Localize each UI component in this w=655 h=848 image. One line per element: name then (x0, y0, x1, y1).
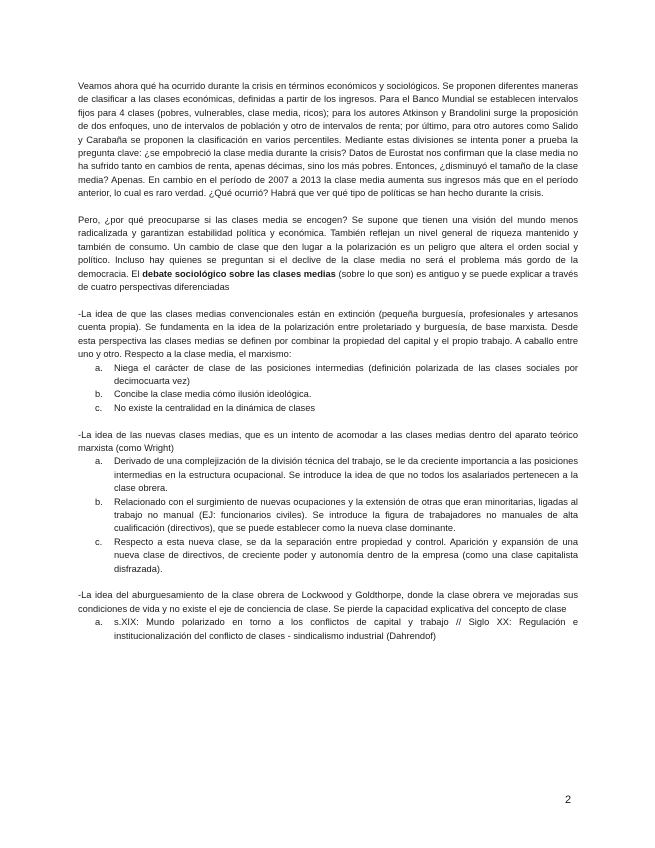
list-item (78, 536, 578, 576)
list-marker: a. (95, 456, 103, 467)
list-marxism (78, 362, 578, 416)
list-item-text: Relacionado con el surgimiento de nuevas ocupaciones y la extensión de otras que eran minoritarias, ligadas al trabajo no manual (EJ: funcionarios civiles). Se introduce la figura de trabajadores no manuales de alta cualificación (directivos), que se puede establecer como la nueva clase dominante. (114, 496, 578, 534)
list-marker: c. (95, 402, 103, 413)
list-item (78, 402, 578, 415)
list-marker: a. (95, 617, 103, 628)
list-marker: b. (95, 496, 103, 507)
list-item (78, 362, 578, 389)
document-body (78, 80, 578, 656)
list-embourgeoisement (78, 616, 578, 643)
list-marker: a. (95, 362, 103, 373)
list-item-text: s.XIX: Mundo polarizado en torno a los conflictos de capital y trabajo // Siglo XX: Regulación e institucionalización del conflicto de clases - sindicalismo industrial (Dahrendof) (114, 617, 578, 641)
list-item (78, 388, 578, 401)
bold-debate-phrase: debate sociológico sobre las clases medias (142, 268, 336, 279)
paragraph-why-care-text: Pero, ¿por qué preocuparse si las clases media se encogen? Se supone que tienen una visión del mundo menos radicalizada y garantizan estabilidad política y económica. También reflejan un nivel general de riqueza mantenido y también de consumo. Un cambio de clase que den lugar a la polarización es un peligro que altera el orden social y político. Incluso hay quienes se preguntan si el declive de la clase media no será el problema más gordo de la democracia. El (78, 215, 578, 279)
list-item (78, 455, 578, 495)
paragraph-crisis: Veamos ahora qué ha ocurrido durante la crisis en términos económicos y sociológicos. Se proponen diferentes maneras de clasificar a las clases económicas, definidas a partir de los ingresos. Para el Banco Mundial se establecen intervalos fijos para 4 clases (pobres, vulnerables, clase media, ricos); para los autores Atkinson y Brandolini surge la proposición de dos enfoques, uno de intervalos de población y otro de intervalos de renta; por último, para otro autores como Salido y Carabaña se proponen la clasificación en varios percentiles. Mediante estas divisiones se intenta poner a prueba la pregunta clave: ¿se empobreció la clase media durante la crisis? Datos de Eurostat nos confirman que la clase media no ha sufrido tanto en cambios de renta, apenas décimas, sino los más pobres. Entonces, ¿disminuyó el tamaño de la clase media? Apenas. En cambio en el período de 2007 a 2013 la clase media aumenta sus ingresos más que en el período anterior, lo cual es raro verdad. ¿Qué ocurrió? Habrá que ver qué tipo de políticas se han hecho durante la crisis. (78, 81, 578, 199)
paragraph-embourgeoisement: -La idea del aburguesamiento de la clase obrera de Lockwood y Goldthorpe, donde la clase obrera ve mejoradas sus condiciones de vida y no existe el eje de conciencia de clase. Se pierde la capacidad explicativa del concepto de clase (78, 590, 578, 614)
list-new-middle-classes (78, 455, 578, 576)
list-item-text: Niega el carácter de clase de las posiciones intermedias (definición polarizada de las clases sociales por decimocuarta vez) (114, 362, 578, 386)
paragraph-new-middle-classes: -La idea de las nuevas clases medias, que es un intento de acomodar a las clases medias dentro del aparato teórico marxista (como Wright) (78, 429, 578, 453)
list-item-text: Respecto a esta nueva clase, se da la separación entre propiedad y control. Aparición y expansión de una nueva clase de directivos, de creciente poder y autonomía dentro de la empresa (como una clase capitalista disfrazada). (114, 536, 578, 574)
list-item-text: Concibe la clase media cómo ilusión ideológica. (114, 389, 312, 400)
list-item-text: Derivado de una complejización de la división técnica del trabajo, se le da creciente importancia a las posiciones intermedias en la estructura ocupacional. Se introduce la idea de que no todos los asalariados pertenecen a la clase obrera. (114, 456, 578, 494)
list-item (78, 496, 578, 536)
paragraph-why-care-tail: (sobre lo que son) es antiguo y se puede explicar a través de cuatro perspectivas diferenciadas (78, 268, 578, 293)
list-item-text: No existe la centralidad en la dinámica de clases (114, 402, 316, 413)
list-marker: b. (95, 389, 103, 400)
list-marker: c. (95, 536, 103, 547)
paragraph-why-care (78, 214, 578, 294)
list-item (78, 616, 578, 643)
page-number: 2 (565, 794, 572, 806)
paragraph-extinction: -La idea de que las clases medias convencionales están en extinción (pequeña burguesía, profesionales y artesanos cuenta propia). Se fundamenta en la idea de la polarización entre proletariado y burguesía, de base marxista. Desde esta perspectiva las clases medias se definen por combinar la propiedad del capital y el propio trabajo. A caballo entre uno y otro. Respecto a la clase media, el marxismo: (78, 308, 578, 360)
